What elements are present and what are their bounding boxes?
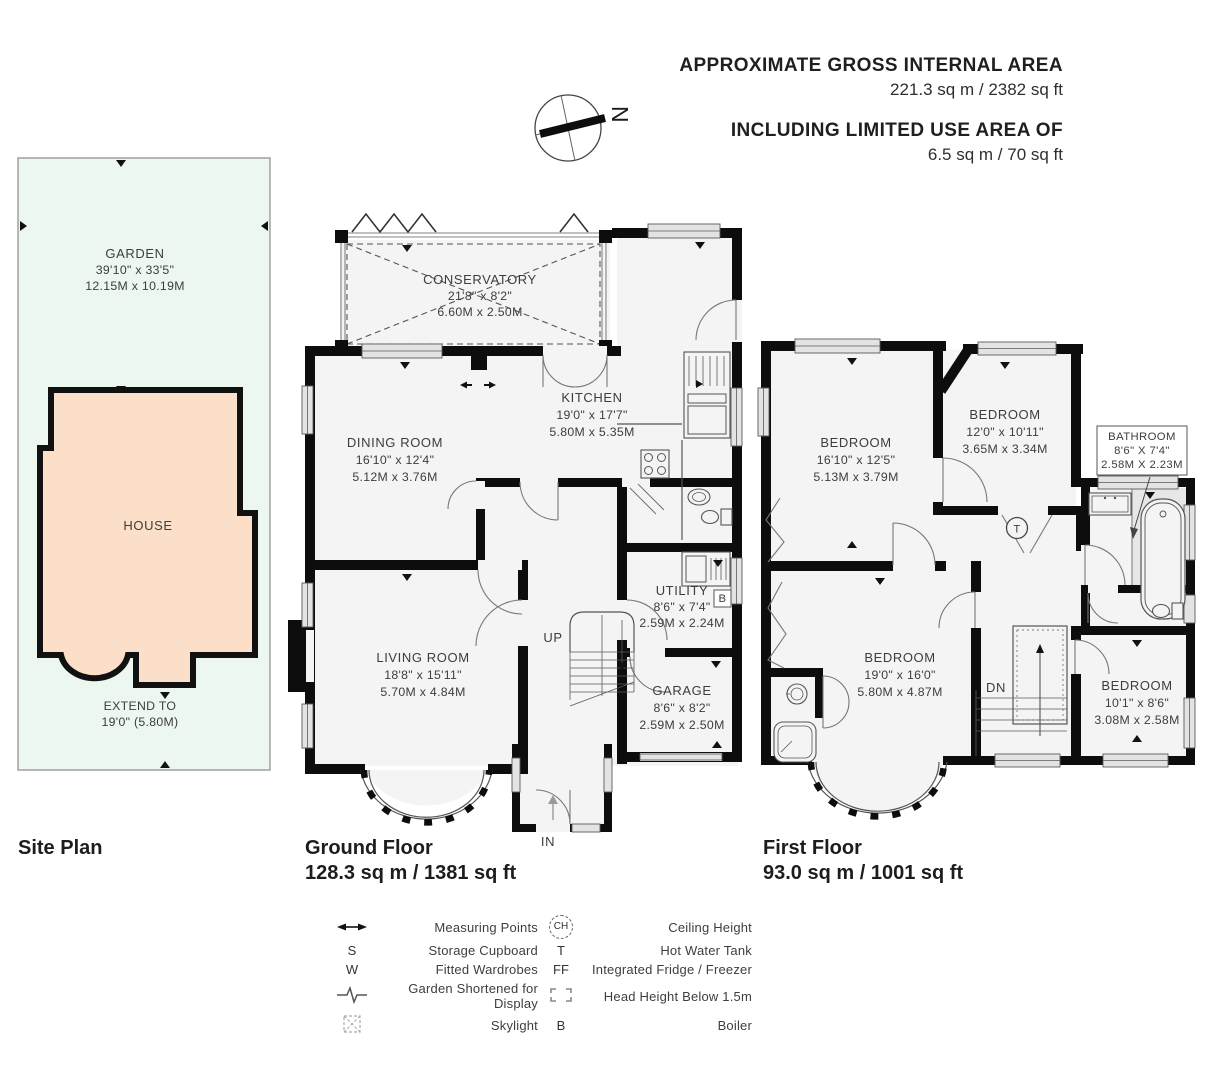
kitchen-label: KITCHEN (561, 390, 623, 405)
utility-metric: 2.59M x 2.24M (639, 616, 725, 630)
kitchen-imperial: 19'0" x 17'7" (556, 408, 628, 422)
bedroom2-label: BEDROOM (969, 407, 1041, 422)
extend-to-line1: EXTEND TO (103, 699, 177, 713)
first-floor-plan (758, 339, 1195, 816)
fridge-freezer-icon: FF (553, 962, 569, 977)
boiler-label: B (718, 593, 727, 605)
bedroom3-label: BEDROOM (864, 650, 936, 665)
legend-skylight: Skylight (490, 1018, 538, 1033)
legend-fridge-freezer: Integrated Fridge / Freezer (591, 962, 752, 977)
bathroom-metric: 2.58M X 2.23M (1101, 459, 1183, 471)
bathroom-label: BATHROOM (1108, 431, 1176, 443)
bedroom1-metric: 5.13M x 3.79M (813, 470, 899, 484)
kitchen-metric: 5.80M x 5.35M (549, 425, 635, 439)
limited-area-title: INCLUDING LIMITED USE AREA OF (730, 120, 1063, 141)
garden-metric: 12.15M x 10.19M (85, 279, 185, 293)
conservatory-metric: 6.60M x 2.50M (437, 305, 523, 319)
legend-fitted-wardrobes: Fitted Wardrobes (435, 962, 538, 977)
head-height-icon (538, 988, 584, 1005)
ensuite-basin-icon (786, 684, 807, 704)
storage-cupboard-icon: S (347, 943, 357, 958)
house-label: HOUSE (123, 518, 173, 533)
legend-garden-shortened: Garden Shortened for Display (408, 981, 538, 1011)
bathroom-imperial: 8'6" X 7'4" (1114, 445, 1170, 457)
legend-measuring-points: Measuring Points (434, 919, 538, 935)
tank-label: T (1013, 523, 1021, 536)
stove-icon (641, 450, 669, 478)
first-floor-name: First Floor (763, 837, 862, 859)
legend (330, 915, 752, 1036)
compass-icon (529, 89, 633, 167)
ground-floor-plan (288, 214, 742, 849)
up-label: UP (543, 630, 563, 645)
dn-label: DN (986, 680, 1006, 695)
conservatory-imperial: 21'8" x 8'2" (447, 289, 513, 303)
legend-head-height: Head Height Below 1.5m (603, 988, 752, 1004)
ceiling-height-icon: CH (549, 915, 573, 939)
conservatory-label: CONSERVATORY (423, 272, 537, 287)
kitchen-sink-icon (684, 352, 730, 438)
bedroom4-label: BEDROOM (1101, 678, 1173, 693)
gross-area-title: APPROXIMATE GROSS INTERNAL AREA (679, 55, 1063, 76)
ground-floor-name: Ground Floor (305, 837, 433, 859)
garage-metric: 2.59M x 2.50M (639, 718, 725, 732)
hot-water-tank-legend-icon: T (557, 943, 565, 958)
fitted-wardrobes-icon: W (345, 962, 359, 977)
first-floor-area: 93.0 sq m / 1001 sq ft (763, 862, 964, 884)
measuring-points-icon (330, 920, 374, 935)
legend-storage-cupboard: Storage Cupboard (428, 943, 538, 958)
bedroom4-metric: 3.08M x 2.58M (1094, 713, 1180, 727)
garage-label: GARAGE (652, 683, 712, 698)
garden-label: GARDEN (105, 246, 165, 261)
bedroom3-metric: 5.80M x 4.87M (857, 685, 943, 699)
bedroom2-imperial: 12'0" x 10'11" (966, 425, 1044, 439)
garden-imperial: 39'10" x 33'5" (95, 263, 175, 277)
extend-to-line2: 19'0" (5.80M) (101, 715, 179, 729)
garage-imperial: 8'6" x 8'2" (653, 701, 711, 715)
dining-room-metric: 5.12M x 3.76M (352, 470, 438, 484)
garden-shortened-icon (330, 986, 374, 1007)
boiler-legend-icon: B (556, 1018, 566, 1033)
hot-water-tank-icon (1007, 518, 1028, 539)
bedroom2-metric: 3.65M x 3.34M (962, 442, 1048, 456)
legend-boiler: Boiler (717, 1018, 752, 1033)
ground-floor-area: 128.3 sq m / 1381 sq ft (305, 862, 517, 884)
living-room-imperial: 18'8" x 15'11" (384, 668, 462, 682)
bedroom1-label: BEDROOM (820, 435, 892, 450)
bedroom3-imperial: 19'0" x 16'0" (864, 668, 936, 682)
utility-imperial: 8'6" x 7'4" (653, 600, 711, 614)
skylight-icon (330, 1015, 374, 1036)
utility-sink-icon (682, 552, 730, 586)
boiler-icon (714, 590, 731, 607)
utility-label: UTILITY (655, 583, 709, 598)
in-label: IN (540, 834, 556, 849)
living-room-label: LIVING ROOM (376, 650, 470, 665)
bedroom1-imperial: 16'10" x 12'5" (816, 453, 896, 467)
shower-icon (774, 722, 816, 762)
legend-hot-water-tank: Hot Water Tank (660, 943, 752, 958)
gross-area-value: 221.3 sq m / 2382 sq ft (890, 80, 1063, 99)
legend-ceiling-height: Ceiling Height (668, 919, 752, 935)
dining-room-imperial: 16'10" x 12'4" (355, 453, 435, 467)
bathtub-icon (1141, 499, 1185, 619)
compass-north-label: N (607, 106, 633, 123)
bedroom4-imperial: 10'1" x 8'6" (1104, 696, 1170, 710)
bathroom-sink-icon (1089, 493, 1131, 515)
dining-room-label: DINING ROOM (346, 435, 444, 450)
site-plan (18, 158, 270, 770)
house-footprint (40, 390, 255, 685)
site-plan-title: Site Plan (18, 837, 103, 859)
living-room-metric: 5.70M x 4.84M (380, 685, 466, 699)
garage-door (640, 754, 722, 760)
limited-area-value: 6.5 sq m / 70 sq ft (927, 145, 1063, 164)
